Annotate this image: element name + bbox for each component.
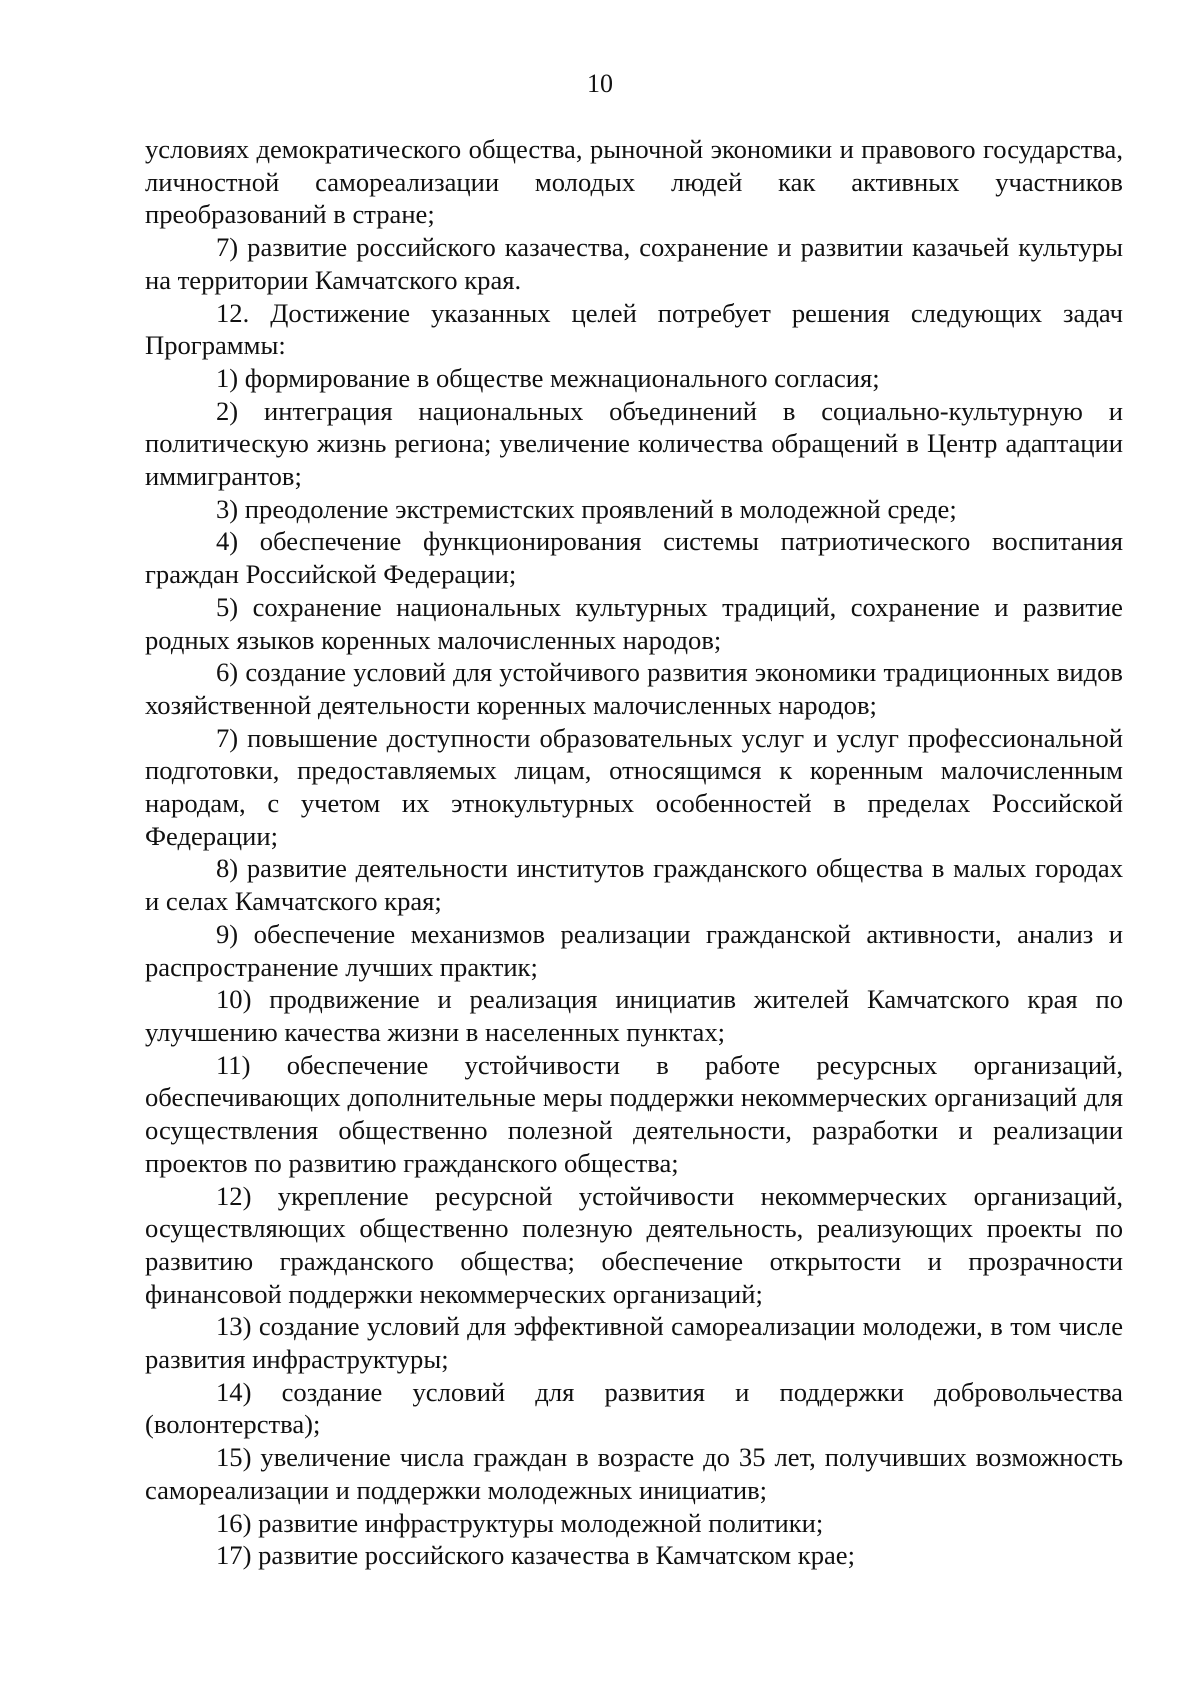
list-item-task-8: 8) развитие деятельности институтов гражданского общества в малых городах и селах Камчатского края; <box>145 853 1123 917</box>
list-item-task-2: 2) интеграция национальных объединений в социально-культурную и политическую жизнь региона; увеличение количества обращений в Центр адаптации иммигрантов; <box>145 395 1123 492</box>
list-item-task-12: 12) укрепление ресурсной устойчивости некоммерческих организаций, осуществляющих общественно полезную деятельность, реализующих проекты по развитию гражданского общества; обеспечение открытости и прозрачности финансовой поддержки некоммерческих организаций; <box>145 1180 1123 1309</box>
list-item-task-9: 9) обеспечение механизмов реализации гражданской активности, анализ и распространение лучших практик; <box>145 918 1123 982</box>
list-item-task-6: 6) создание условий для устойчивого развития экономики традиционных видов хозяйственной деятельности коренных малочисленных народов; <box>145 657 1123 720</box>
list-item-task-17: 17) развитие российского казачества в Камчатском крае; <box>216 1540 855 1571</box>
list-item-task-13: 13) создание условий для эффективной самореализации молодежи, в том числе развития инфраструктуры; <box>145 1311 1123 1375</box>
list-item-task-14: 14) создание условий для развития и поддержки добровольчества (волонтерства); <box>145 1376 1123 1440</box>
section-12-heading: 12. Достижение указанных целей потребует решения следующих задач Программы: <box>145 297 1123 361</box>
list-item-goal-7: 7) развитие российского казачества, сохранение и развитии казачьей культуры на территории Камчатского края. <box>145 232 1123 295</box>
list-item-task-1: 1) формирование в обществе межнационального согласия; <box>216 362 880 393</box>
document-body <box>145 133 1123 1572</box>
list-item-task-3: 3) преодоление экстремистских проявлений в молодежной среде; <box>216 493 957 524</box>
list-item-task-15: 15) увеличение числа граждан в возрасте до 35 лет, получивших возможность самореализации и поддержки молодежных инициатив; <box>145 1442 1123 1505</box>
list-item-task-11: 11) обеспечение устойчивости в работе ресурсных организаций, обеспечивающих дополнительные меры поддержки некоммерческих организаций для осуществления общественно полезной деятельности, разработки и реализации проектов по развитию гражданского общества; <box>145 1049 1123 1178</box>
list-item-task-16: 16) развитие инфраструктуры молодежной политики; <box>216 1507 824 1538</box>
paragraph-continuation: условиях демократического общества, рыночной экономики и правового государства, личностной самореализации молодых людей как активных участников преобразований в стране; <box>145 134 1123 230</box>
list-item-task-10: 10) продвижение и реализация инициатив жителей Камчатского края по улучшению качества жизни в населенных пунктах; <box>145 984 1123 1047</box>
list-item-task-4: 4) обеспечение функционирования системы патриотического воспитания граждан Российской Федерации; <box>145 526 1123 590</box>
page-number: 10 <box>587 69 613 98</box>
list-item-task-5: 5) сохранение национальных культурных традиций, сохранение и развитие родных языков коренных малочисленных народов; <box>145 591 1123 655</box>
list-item-task-7: 7) повышение доступности образовательных услуг и услуг профессиональной подготовки, предоставляемых лицам, относящимся к коренным малочисленным народам, с учетом их этнокультурных особенностей в пределах Российской Федерации; <box>145 722 1123 851</box>
